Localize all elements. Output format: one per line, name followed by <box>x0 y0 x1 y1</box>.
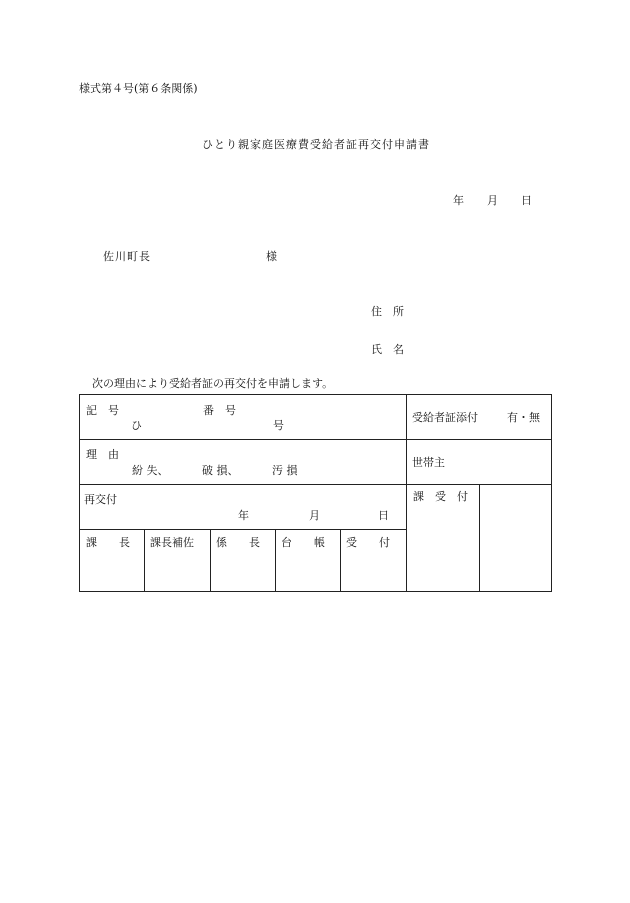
reason-dirty: 汚 損 <box>272 464 298 477</box>
certificate-options: 有・無 <box>507 411 540 424</box>
stamp-uketsuke: 受 付 <box>346 536 390 549</box>
stamp-divider-1 <box>144 529 145 592</box>
date-day-label: 日 <box>521 194 532 207</box>
addressee-name: 佐川町長 <box>103 250 151 263</box>
reason-label: 理 由 <box>86 448 119 461</box>
applicant-address-label: 住 所 <box>371 305 404 318</box>
date-year-label: 年 <box>453 194 464 207</box>
reissue-year-label: 年 <box>238 509 249 522</box>
stamp-kakaricho: 係 長 <box>216 536 260 549</box>
household-label: 世帯主 <box>412 456 445 469</box>
hi-label: ひ <box>131 419 142 432</box>
reissue-day-label: 日 <box>378 509 389 522</box>
intro-text: 次の理由により受給者証の再交付を申請します。 <box>92 377 334 390</box>
reissue-month-label: 月 <box>309 509 320 522</box>
form-number: 様式第４号(第６条関係) <box>79 82 198 95</box>
stamp-divider-3 <box>275 529 276 592</box>
bango-label: 番 号 <box>203 404 236 417</box>
addressee-honorific: 様 <box>266 250 277 263</box>
table-border <box>79 394 552 592</box>
reissue-label: 再交付 <box>84 493 117 506</box>
kigo-label: 記 号 <box>86 404 119 417</box>
reason-lost: 紛 失、 <box>132 464 169 477</box>
row-divider-1 <box>79 439 552 440</box>
reason-broken: 破 損、 <box>202 464 239 477</box>
stamp-daicho: 台 帳 <box>281 536 325 549</box>
go-label: 号 <box>273 419 284 432</box>
column-divider-main <box>406 394 407 592</box>
stamp-divider-2 <box>210 529 211 592</box>
row-divider-3 <box>79 529 406 530</box>
stamp-kacho-hosa: 課長補佐 <box>150 536 194 549</box>
stamp-divider-4 <box>340 529 341 592</box>
applicant-name-label: 氏 名 <box>371 343 404 356</box>
stamp-kacho: 課 長 <box>86 536 130 549</box>
column-divider-receipt <box>479 484 480 592</box>
certificate-label: 受給者証添付 <box>412 411 478 424</box>
page-title: ひとり親家庭医療費受給者証再交付申請書 <box>202 138 430 151</box>
date-month-label: 月 <box>487 194 498 207</box>
row-divider-2 <box>79 484 552 485</box>
section-receipt-label: 課 受 付 <box>413 490 468 503</box>
